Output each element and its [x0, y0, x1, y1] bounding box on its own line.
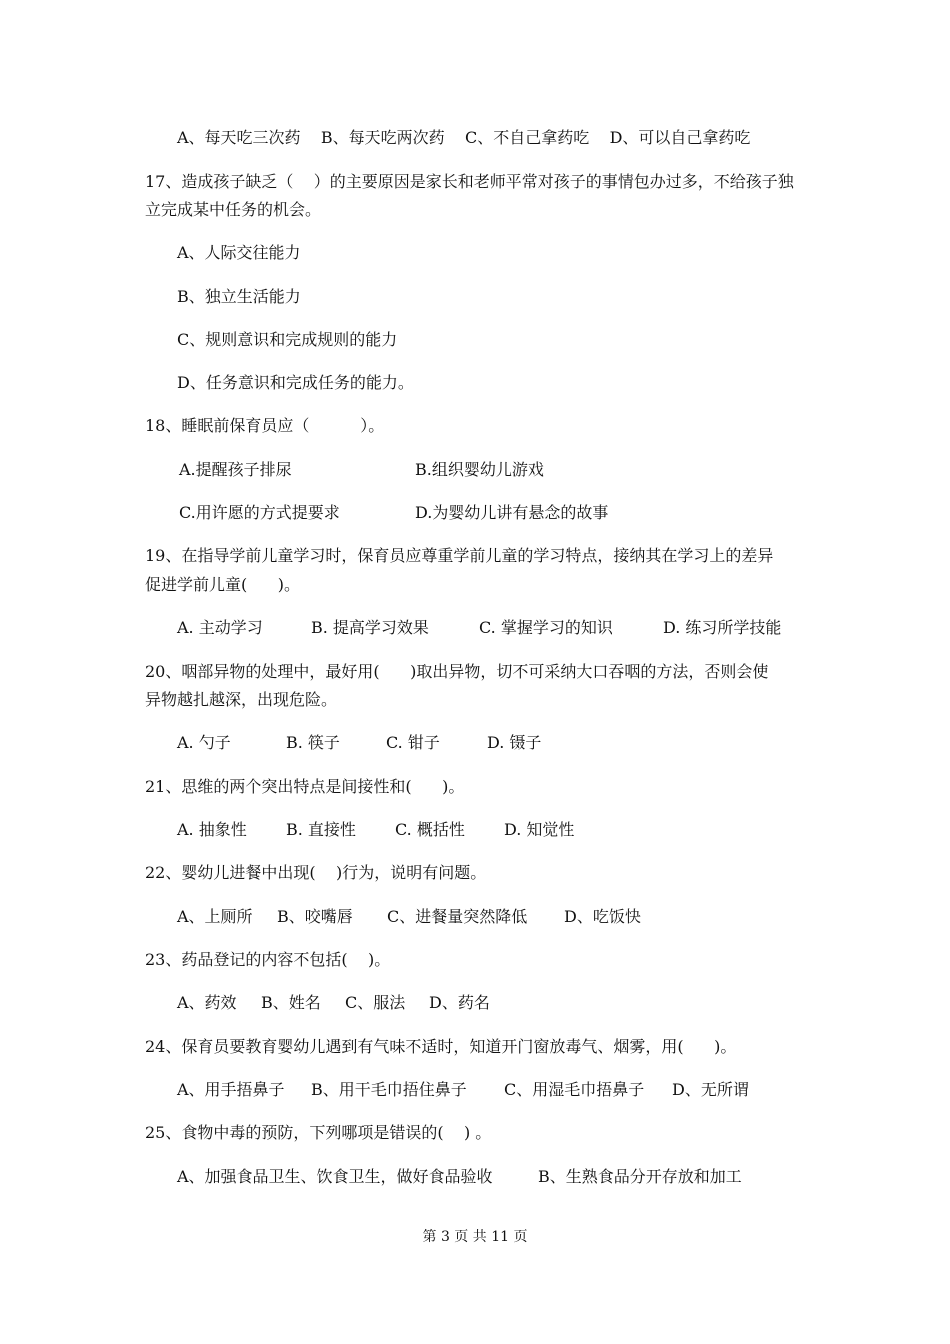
- q23-option-a: A、药效: [177, 993, 237, 1012]
- q18-stem: 18、睡眠前保育员应（ ）。: [145, 416, 385, 435]
- q18-options-row2: [0, 503, 950, 523]
- q20-option-c: C. 钳子: [386, 733, 440, 752]
- q22-option-b: B、咬嘴唇: [277, 907, 353, 926]
- q18-option-c: C.用许愿的方式提要求: [179, 503, 340, 522]
- q25-stem: 25、食物中毒的预防，下列哪项是错误的( ) 。: [145, 1123, 492, 1142]
- q21-option-a: A. 抽象性: [177, 820, 247, 839]
- q23-options: [0, 993, 950, 1013]
- q21-option-d: D. 知觉性: [504, 820, 575, 839]
- q21-options: [0, 820, 950, 840]
- q17-option-a: A、人际交往能力: [177, 243, 301, 262]
- q20-stem-line1: 20、咽部异物的处理中，最好用( )取出异物，切不可采纳大口吞咽的方法，否则会使: [145, 662, 769, 681]
- q23-option-b: B、姓名: [261, 993, 321, 1012]
- q23-option-d: D、药名: [429, 993, 490, 1012]
- q24-option-a: A、用手捂鼻子: [177, 1080, 285, 1099]
- q19-options: [0, 618, 950, 638]
- q18-options-row1: [0, 460, 950, 480]
- q22-option-d: D、吃饭快: [564, 907, 641, 926]
- q17-option-c: C、规则意识和完成规则的能力: [177, 330, 398, 349]
- q22-option-c: C、进餐量突然降低: [387, 907, 528, 926]
- q19-option-d: D. 练习所学技能: [663, 618, 782, 637]
- q19-option-a: A. 主动学习: [177, 618, 263, 637]
- q24-option-b: B、用干毛巾捂住鼻子: [311, 1080, 467, 1099]
- q19-stem-line2: 促进学前儿童( )。: [145, 575, 301, 594]
- q21-option-c: C. 概括性: [395, 820, 465, 839]
- q25-option-b: B、生熟食品分开存放和加工: [538, 1167, 742, 1186]
- q18-option-a: A.提醒孩子排尿: [179, 460, 292, 479]
- page-number-footer: 第 3 页 共 11 页: [422, 1229, 528, 1245]
- q24-option-d: D、无所谓: [672, 1080, 749, 1099]
- q20-option-d: D. 镊子: [487, 733, 542, 752]
- q21-stem: 21、思维的两个突出特点是间接性和( )。: [145, 777, 465, 796]
- q23-option-c: C、服法: [345, 993, 406, 1012]
- q18-option-b: B.组织婴幼儿游戏: [415, 460, 544, 479]
- q20-option-a: A. 勺子: [177, 733, 231, 752]
- q22-options: [0, 907, 950, 927]
- q22-option-a: A、上厕所: [177, 907, 253, 926]
- q20-options: [0, 733, 950, 753]
- q17-option-d: D、任务意识和完成任务的能力。: [177, 373, 414, 392]
- q17-option-b: B、独立生活能力: [177, 287, 301, 306]
- q16-options: A、每天吃三次药 B、每天吃两次药 C、不自己拿药吃 D、可以自己拿药吃: [177, 128, 751, 147]
- q17-stem-line2: 立完成某中任务的机会。: [145, 200, 322, 219]
- q25-options: [0, 1167, 950, 1187]
- q24-options: [0, 1080, 950, 1100]
- q18-option-d: D.为婴幼儿讲有悬念的故事: [415, 503, 609, 522]
- q20-stem-line2: 异物越扎越深，出现危险。: [145, 690, 338, 709]
- q20-option-b: B. 筷子: [286, 733, 340, 752]
- q22-stem: 22、婴幼儿进餐中出现( )行为，说明有问题。: [145, 863, 487, 882]
- q24-option-c: C、用湿毛巾捂鼻子: [504, 1080, 645, 1099]
- q25-option-a: A、加强食品卫生、饮食卫生，做好食品验收: [177, 1167, 493, 1186]
- q24-stem: 24、保育员要教育婴幼儿遇到有气味不适时，知道开门窗放毒气、烟雾，用( )。: [145, 1037, 737, 1056]
- q19-option-b: B. 提高学习效果: [311, 618, 429, 637]
- q17-stem-line1: 17、造成孩子缺乏（ ）的主要原因是家长和老师平常对孩子的事情包办过多，不给孩子独: [145, 172, 794, 191]
- q21-option-b: B. 直接性: [286, 820, 356, 839]
- q19-option-c: C. 掌握学习的知识: [479, 618, 613, 637]
- q23-stem: 23、药品登记的内容不包括( )。: [145, 950, 391, 969]
- q19-stem-line1: 19、在指导学前儿童学习时，保育员应尊重学前儿童的学习特点，接纳其在学习上的差异: [145, 546, 774, 565]
